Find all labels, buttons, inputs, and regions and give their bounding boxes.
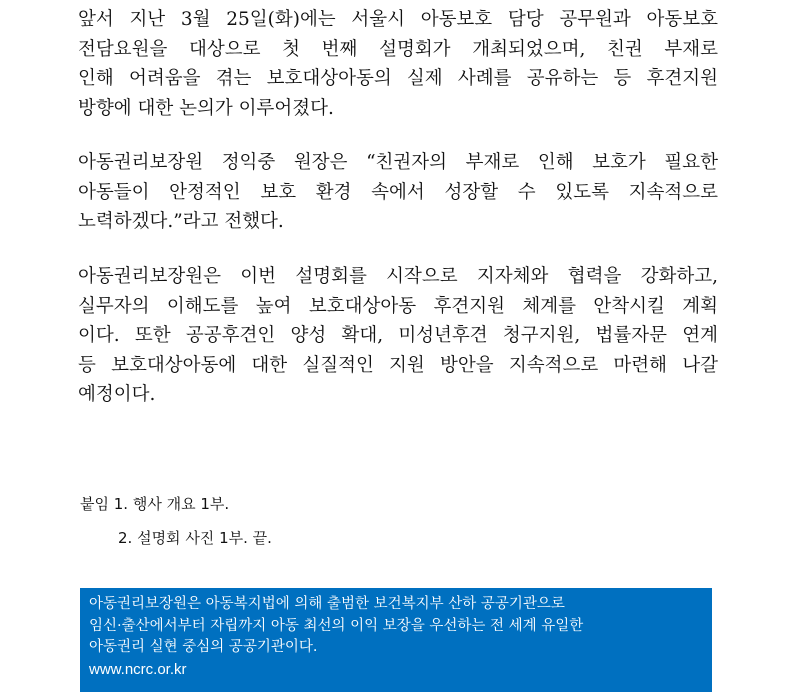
org-description-line: 아동권리보장원은 아동복지법에 의해 출범한 보건복지부 산하 공공기관으로 [89,596,565,612]
paragraph-line: 아동권리보장원은 이번 설명회를 시작으로 지자체와 협력을 강화하고, [78,266,718,287]
paragraph-line: 방향에 대한 논의가 이루어졌다. [78,97,334,119]
attachment-item-1: 붙임 1. 행사 개요 1부. [80,495,230,513]
org-website-link[interactable]: www.ncrc.or.kr [89,660,187,678]
paragraph-line: 인해 어려움을 겪는 보호대상아동의 실제 사례를 공유하는 등 후견지원 [78,68,718,89]
paragraph-future-plans [78,262,718,410]
paragraph-seminar-recap [78,5,718,123]
organization-info-box [80,588,712,692]
paragraph-line: 실무자의 이해도를 높여 보호대상아동 후견지원 체계를 안착시킬 계획 [78,295,718,317]
org-description-line: 임신·출산에서부터 자립까지 아동 최선의 이익 보장을 우선하는 전 세계 유일한 [89,617,584,634]
paragraph-line: 앞서 지난 3월 25일(화)에는 서울시 아동보호 담당 공무원과 아동보호 [78,9,718,30]
paragraph-director-quote [78,148,718,237]
paragraph-line: 전담요원을 대상으로 첫 번째 설명회가 개최되었으며, 친권 부재로 [78,38,718,60]
paragraph-line: 노력하겠다.”라고 전했다. [78,211,284,232]
paragraph-line: 예정이다. [78,384,156,405]
paragraph-line: 아동권리보장원 정익중 원장은 “친권자의 부재로 인해 보호가 필요한 [78,152,718,173]
paragraph-line: 등 보호대상아동에 대한 실질적인 지원 방안을 지속적으로 마련해 나갈 [78,354,718,376]
attachment-item-2: 2. 설명회 사진 1부. 끝. [118,529,272,547]
org-description-line: 아동권리 실현 중심의 공공기관이다. [89,639,318,655]
paragraph-line: 아동들이 안정적인 보호 환경 속에서 성장할 수 있도록 지속적으로 [78,181,718,203]
paragraph-line: 이다. 또한 공공후견인 양성 확대, 미성년후견 청구지원, 법률자문 연계 [78,325,718,346]
